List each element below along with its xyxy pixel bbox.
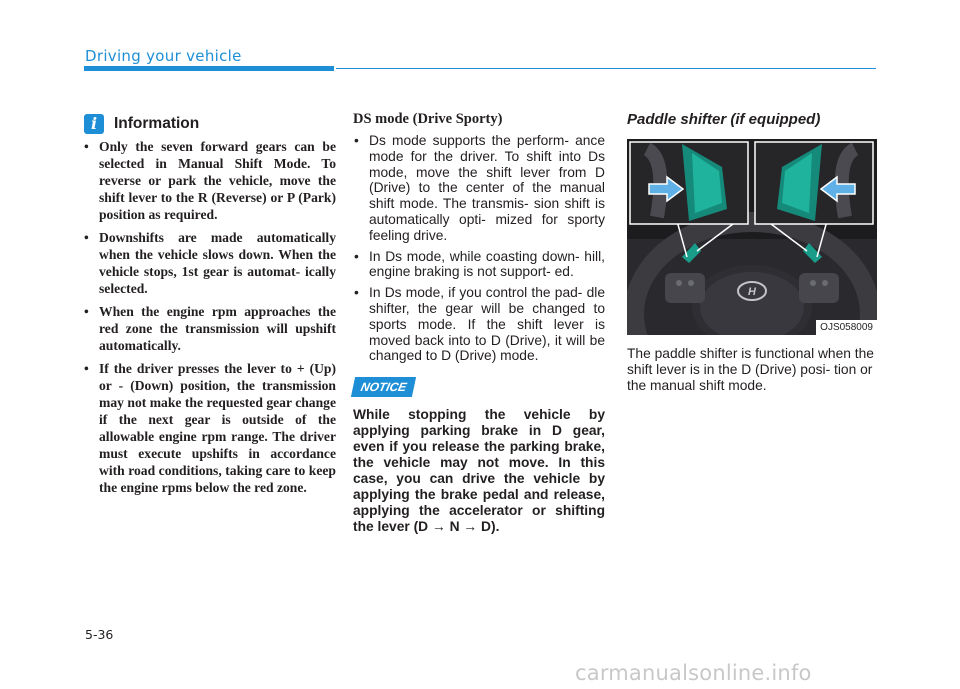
information-icon: i (84, 114, 104, 134)
svg-text:H: H (748, 286, 756, 298)
paddle-shifter-photo (627, 139, 877, 335)
header-rule-thick (84, 66, 334, 71)
list-item: • When the engine rpm approaches the red zone the transmission will upshift automatically. (80, 303, 336, 354)
paddle-shifter-text: The paddle shifter is functional when the shift lever is in the D (Drive) posi- tion or the manual shift mode. (627, 346, 874, 393)
section-title: Driving your vehicle (85, 47, 242, 65)
header-rule-thin (336, 68, 876, 69)
list-item: • If the driver presses the lever to + (Up) or - (Down) position, the transmission may not make the requested gear change if the next gear is outside of the allowable engine rpm range. The driver must execute upshifts in accordance with road conditions, taking care to keep the engine rpms below the red zone. (80, 360, 336, 496)
list-item: • Only the seven forward gears can be selected in Manual Shift Mode. To reverse or park the vehicle, move the shift lever to the R (Reverse) or P (Park) position as required. (80, 138, 336, 223)
information-list (80, 138, 336, 496)
paddle-shifter-title: Paddle shifter (if equipped) (627, 111, 821, 128)
list-item: • In Ds mode, while coasting down- hill, engine braking is not support- ed. (353, 249, 605, 281)
notice-text: While stopping the vehicle by applying parking brake in D gear, even if you release the parking brake, the vehicle may not move. In this case, you can drive the vehicle by applying the brake pedal and release, applying the accelerator or shifting the lever (D → N → D). (353, 407, 605, 535)
list-item: • Ds mode supports the perform- ance mode for the driver. To shift into Ds mode, move the shift lever from D (Drive) to the center of the manual shift mode. The transmis- sion shift is automatically opti- mized for sporty feeling drive. (353, 133, 605, 244)
ds-mode-title: DS mode (Drive Sporty) (353, 111, 503, 127)
image-code-label: OJS058009 (816, 320, 877, 335)
information-title: Information (114, 115, 200, 132)
list-item: • Downshifts are made automatically when the vehicle slows down. When the vehicle stops, 1st gear is automat- ically selected. (80, 229, 336, 297)
information-column (80, 114, 336, 502)
ds-mode-list (353, 133, 605, 364)
watermark: carmanualsonline.info (575, 661, 812, 685)
page-number: 5-36 (85, 627, 114, 642)
steering-wheel-illustration (627, 139, 877, 335)
ds-mode-column (353, 111, 605, 535)
list-item: • In Ds mode, if you control the pad- dle shifter, the gear will be changed to sports mode. If the shift lever is moved back into to D (Drive), it will be changed to D (Drive) mode. (353, 285, 605, 364)
information-header (84, 114, 336, 134)
paddle-shifter-column (627, 111, 879, 393)
notice-badge: NOTICE (351, 377, 417, 397)
